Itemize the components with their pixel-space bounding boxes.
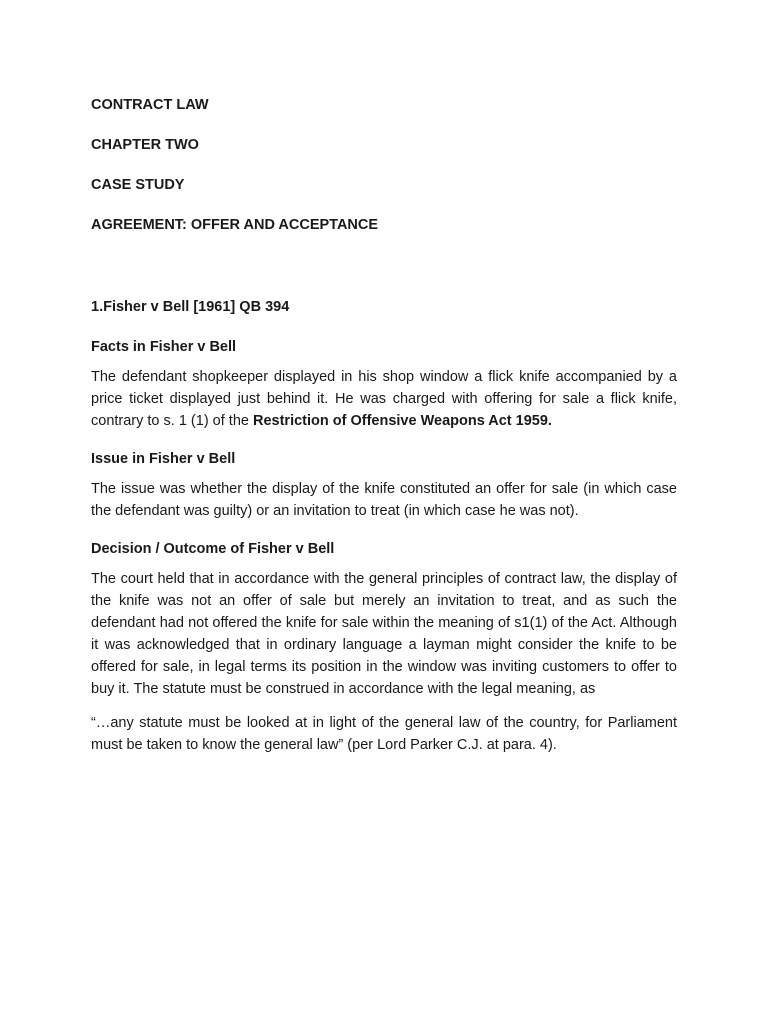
- facts-paragraph: [91, 366, 677, 432]
- decision-quote: “…any statute must be looked at in light of the general law of the country, for Parliament must be taken to know the general law” (per Lord Parker C.J. at para. 4).: [91, 715, 677, 753]
- heading-topic: AGREEMENT: OFFER AND ACCEPTANCE: [91, 217, 379, 233]
- decision-heading: Decision / Outcome of Fisher v Bell: [91, 541, 335, 557]
- document-page: [91, 94, 677, 756]
- decision-paragraph: The court held that in accordance with the general principles of contract law, the display of the knife was not an offer of sale but merely an invitation to treat, and as such the defendant had not offered the knife for sale within the meaning of s1(1) of the Act. Although it was acknowledged that in ordinary language a layman might consider the knife to be offered for sale, in legal terms its position in the window was inviting customers to offer to buy it. The statute must be construed in accordance with the legal meaning, as: [91, 571, 677, 697]
- heading-chapter: CHAPTER TWO: [91, 137, 199, 153]
- case-title: 1.Fisher v Bell [1961] QB 394: [91, 299, 290, 315]
- facts-heading: Facts in Fisher v Bell: [91, 339, 237, 355]
- facts-text: The defendant shopkeeper displayed in his shop window a flick knife accompanied by a price ticket displayed just behind it. He was charged with offering for sale a flick knife, contrary to s. 1 (1) of the: [91, 369, 677, 429]
- heading-contract-law: CONTRACT LAW: [91, 97, 209, 113]
- act-name: Restriction of Offensive Weapons Act 1959.: [253, 413, 552, 429]
- issue-paragraph: The issue was whether the display of the knife constituted an offer for sale (in which case the defendant was guilty) or an invitation to treat (in which case he was not).: [91, 481, 677, 519]
- issue-heading: Issue in Fisher v Bell: [91, 451, 236, 467]
- heading-case-study: CASE STUDY: [91, 177, 185, 193]
